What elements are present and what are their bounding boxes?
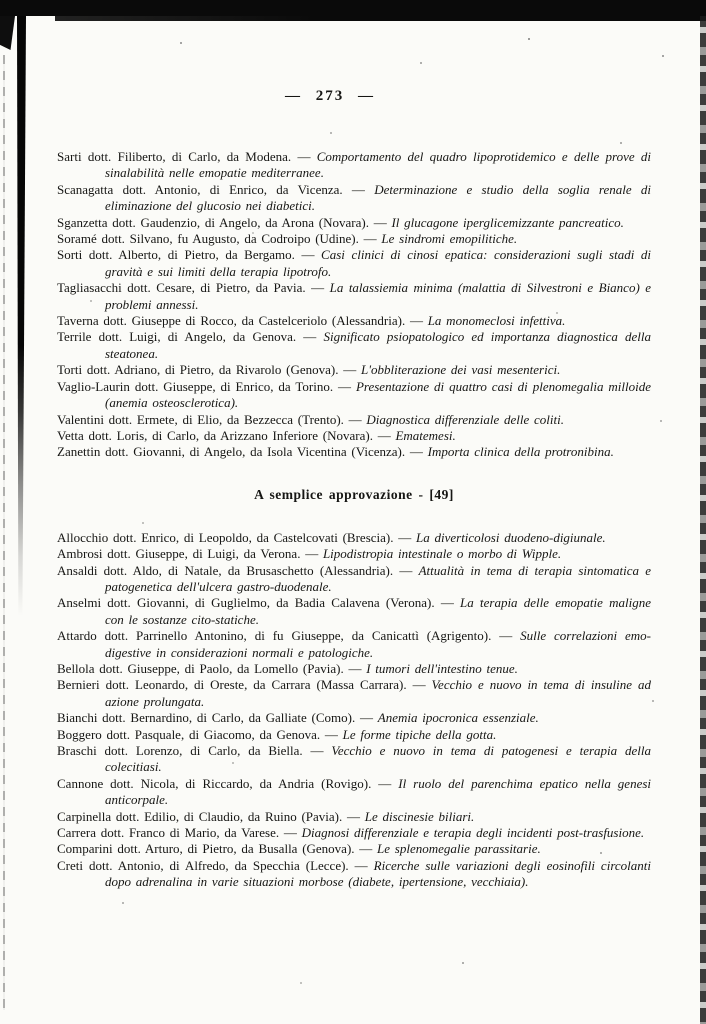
thesis-entry (57, 628, 651, 661)
thesis-entry (57, 595, 651, 628)
thesis-title: Comportamento del quadro lipoprotidemico e delle prove di sinalabilità nelle emopatie mediterranee. (105, 149, 652, 181)
thesis-title: Ematemesi. (395, 427, 456, 443)
thesis-entry (57, 182, 651, 215)
thesis-title: Ricerche sulle variazioni degli eosinofili circolanti dopo adrenalina in varie situazioni morbose (diabete, ipertensione, vecchiaia). (105, 857, 651, 890)
thesis-title: Diagnosi differenziale e terapia degli incidenti post-trasfusione. (301, 825, 645, 841)
thesis-title: Determinazione e studio della soglia renale di eliminazione del glucosio nei diabetici. (105, 181, 652, 214)
thesis-title: Attualità in tema di terapia sintomatica e patogenetica dell'ulcera gastro-duodenale. (105, 562, 652, 594)
thesis-entry (57, 563, 651, 596)
candidate-name: Cannone dott. Nicola, di Riccardo, da Andria (Rovigo). (57, 775, 372, 791)
thesis-entry (57, 841, 651, 857)
candidate-name: Braschi dott. Lorenzo, di Carlo, da Biella. (57, 743, 303, 758)
thesis-title: Il ruolo del parenchima epatico nella genesi anticorpale. (105, 775, 652, 808)
thesis-entry (57, 776, 651, 809)
candidate-name: Vetta dott. Loris, di Carlo, da Arizzano Inferiore (Novara). (57, 427, 373, 443)
thesis-title: La diverticolosi duodeno-digiunale. (416, 529, 606, 545)
thesis-entry (57, 329, 651, 362)
candidate-name: Attardo dott. Parrinello Antonino, di fu Giuseppe, da Canicattì (Agrigento). (57, 628, 492, 644)
separator-dash: — (398, 529, 412, 545)
candidate-name: Bianchi dott. Bernardino, di Carlo, da Galliate (Como). (57, 710, 356, 726)
separator-dash: — (297, 149, 311, 164)
thesis-title: Diagnostica differenziale delle coliti. (366, 411, 564, 427)
thesis-entry (57, 727, 651, 743)
thesis-entry (57, 231, 651, 247)
candidate-name: Ansaldi dott. Aldo, di Natale, da Brusaschetto (Alessandria). (57, 562, 394, 578)
separator-dash: — (378, 775, 392, 791)
separator-dash: — (310, 743, 324, 758)
thesis-title: Le sindromi emopilitiche. (381, 231, 518, 247)
thesis-title: Sulle correlazioni emo-digestive in considerazioni normali e patologiche. (105, 628, 651, 660)
thesis-title: Lipodistropia intestinale o morbo di Wipple. (322, 546, 562, 562)
thesis-entry (57, 247, 651, 280)
page-content (57, 88, 651, 891)
candidate-name: Allocchio dott. Enrico, di Leopoldo, da Castelcovati (Brescia). (57, 529, 394, 545)
thesis-list-continued (57, 149, 651, 461)
thesis-title: Anemia ipocronica essenziale. (377, 710, 539, 726)
separator-dash: — (399, 562, 413, 578)
thesis-entry (57, 362, 651, 378)
separator-dash: — (354, 857, 368, 873)
thesis-title: Le forme tipiche della gotta. (342, 726, 497, 742)
separator-dash: — (373, 214, 387, 230)
separator-dash: — (303, 329, 317, 345)
separator-dash: — (338, 378, 352, 394)
candidate-name: Soramé dott. Silvano, fu Augusto, da Codroipo (Udine). (57, 231, 359, 247)
thesis-entry (57, 743, 651, 776)
thesis-title: Le splenomegalie parassitarie. (377, 841, 541, 857)
separator-dash: — (351, 181, 365, 197)
page-number: — 273 — (285, 88, 375, 104)
separator-dash: — (301, 247, 315, 263)
thesis-title: Vecchio e nuovo in tema di patogenesi e terapia della colecitiasi. (105, 743, 651, 775)
thesis-title: Importa clinica della protronibina. (427, 444, 614, 460)
section-heading: A semplice approvazione - [49] (254, 486, 454, 502)
candidate-name: Carpinella dott. Edilio, di Claudio, da Ruino (Pavia). (57, 808, 343, 824)
thesis-entry (57, 825, 651, 841)
thesis-entry (57, 546, 651, 562)
thesis-entry (57, 858, 651, 891)
thesis-entry (57, 215, 651, 231)
candidate-name: Comparini dott. Arturo, di Pietro, da Busalla (Genova). (57, 841, 355, 857)
thesis-title: Vecchio e nuovo in tema di insuline ad azione prolungata. (105, 677, 652, 709)
thesis-title: La monomeclosi infettiva. (427, 313, 566, 329)
thesis-title: Significato psiopatologico ed importanza diagnostica della steatonea. (105, 329, 651, 361)
thesis-title: L'obbliterazione dei vasi mesenterici. (360, 362, 561, 378)
candidate-name: Zanettin dott. Giovanni, di Angelo, da Isola Vicentina (Vicenza). (57, 444, 406, 460)
scan-edge-top-shadow (55, 16, 706, 21)
thesis-entry (57, 428, 651, 444)
thesis-title: La talassiemia minima (malattia di Silvestroni e Bianco) e problemi annessi. (105, 280, 652, 312)
separator-dash: — (377, 427, 391, 443)
scan-speckles (0, 0, 2, 2)
separator-dash: — (440, 595, 454, 611)
separator-dash: — (324, 726, 338, 742)
thesis-entry (57, 530, 651, 546)
candidate-name: Terrile dott. Luigi, di Angelo, da Genova. (57, 329, 297, 345)
thesis-entry (57, 444, 651, 460)
candidate-name: Torti dott. Adriano, di Pietro, da Rivarolo (Genova). (57, 362, 339, 378)
candidate-name: Sorti dott. Alberto, di Pietro, da Bergamo. (57, 247, 295, 263)
thesis-title: I tumori dell'intestino tenue. (366, 660, 518, 676)
separator-dash: — (363, 231, 377, 247)
separator-dash: — (359, 841, 373, 857)
thesis-entry (57, 379, 651, 412)
thesis-entry (57, 809, 651, 825)
candidate-name: Anselmi dott. Giovanni, di Guglielmo, da Badia Calavena (Verona). (57, 595, 435, 611)
thesis-title: La terapia delle emopatie maligne con le sostanze cito-statiche. (105, 595, 652, 627)
thesis-title: Le discinesie biliari. (364, 808, 475, 824)
thesis-entry (57, 661, 651, 677)
scan-edge-right (700, 16, 706, 1024)
separator-dash: — (348, 660, 362, 676)
thesis-entry (57, 710, 651, 726)
candidate-name: Tagliasacchi dott. Cesare, di Pietro, da Pavia. (57, 280, 306, 296)
separator-dash: — (311, 280, 325, 296)
separator-dash: — (409, 444, 423, 460)
separator-dash: — (348, 411, 362, 427)
separator-dash: — (283, 825, 297, 841)
thesis-entry (57, 412, 651, 428)
candidate-name: Bellola dott. Giuseppe, di Paolo, da Lomello (Pavia). (57, 660, 344, 676)
scan-edge-top (0, 0, 706, 16)
candidate-name: Bernieri dott. Leonardo, di Oreste, da Carrara (Massa Carrara). (57, 677, 407, 693)
candidate-name: Scanagatta dott. Antonio, di Enrico, da Vicenza. (57, 181, 343, 197)
separator-dash: — (412, 677, 426, 693)
separator-dash: — (347, 808, 361, 824)
separator-dash: — (343, 362, 357, 378)
candidate-name: Valentini dott. Ermete, di Elio, da Bezzecca (Trento). (57, 411, 344, 427)
separator-dash: — (499, 628, 513, 644)
thesis-entry (57, 313, 651, 329)
candidate-name: Carrera dott. Franco di Mario, da Varese. (57, 825, 280, 841)
candidate-name: Sganzetta dott. Gaudenzio, di Angelo, da Arona (Novara). (57, 214, 369, 230)
scan-gutter-stripe (17, 16, 26, 616)
thesis-entry (57, 149, 651, 182)
separator-dash: — (409, 313, 423, 329)
candidate-name: Taverna dott. Giuseppe di Rocco, da Castelceriolo (Alessandria). (57, 313, 406, 329)
scan-edge-left-hairline (3, 55, 5, 1010)
candidate-name: Boggero dott. Pasquale, di Giacomo, da Genova. (57, 726, 321, 742)
thesis-entry (57, 280, 651, 313)
thesis-title: Casi clinici di cinosi epatica: considerazioni sugli stadi di gravità e sui limiti della terapia lipotrofo. (105, 247, 652, 279)
candidate-name: Sarti dott. Filiberto, di Carlo, da Modena. (57, 149, 292, 164)
separator-dash: — (305, 546, 319, 562)
thesis-entry (57, 677, 651, 710)
candidate-name: Ambrosi dott. Giuseppe, di Luigi, da Verona. (57, 546, 301, 562)
separator-dash: — (360, 710, 373, 726)
thesis-title: Presentazione di quattro casi di plenomegalia milloide (anemia osteosclerotica). (105, 378, 652, 411)
simple-approval-list (57, 530, 651, 891)
scan-corner-smudge (0, 16, 15, 50)
thesis-title: Il glucagone iperglicemizzante pancreatico. (391, 214, 624, 230)
candidate-name: Creti dott. Antonio, di Alfredo, da Specchia (Lecce). (57, 857, 349, 873)
candidate-name: Vaglio-Laurin dott. Giuseppe, di Enrico, da Torino. (57, 378, 334, 394)
